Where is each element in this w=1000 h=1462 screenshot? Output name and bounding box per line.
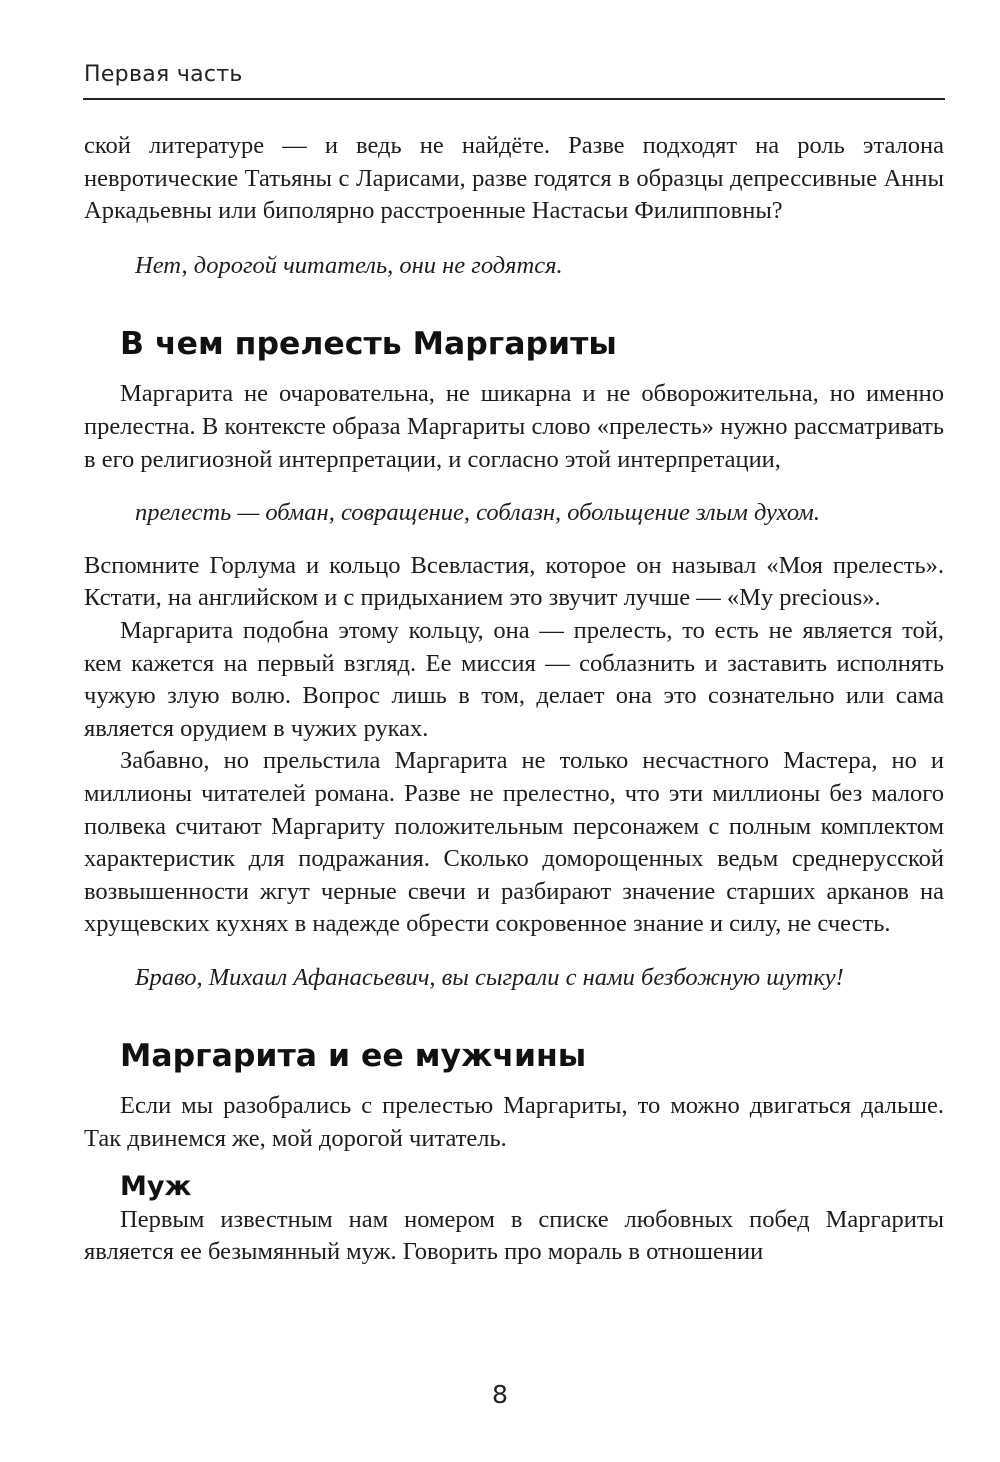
paragraph-gollum: Вспомните Горлума и кольцо Всевластия, которое он называл «Моя прелесть». Кстати, на английском и с придыханием это звучит лучше — «My precious».	[84, 551, 944, 612]
closing-quote: Браво, Михаил Афанасьевич, вы сыграли с нами безбожную шутку!	[135, 963, 844, 991]
opening-quote: Нет, дорогой читатель, они не годятся.	[135, 251, 563, 279]
paragraph-readers: Забавно, но прельстила Маргарита не только несчастного Мастера, но и миллионы читателей романа. Разве не прелестно, что эти миллионы без малого полвека считают Маргариту положительным персонажем с полным комплектом характеристик для подражания. Сколько доморощенных ведьм среднерусской возвышенности жгут черные свечи и разбирают значение старших арканов на хрущевских кухнях в надежде обрести сокровенное знание и силу, не счесть.	[84, 747, 944, 938]
header-rule	[83, 98, 945, 100]
definition-quote: прелесть — обман, совращение, соблазн, обольщение злым духом.	[135, 499, 820, 527]
running-head: Первая часть	[84, 62, 243, 87]
opening-paragraph: ской литературе — и ведь не найдёте. Разве подходят на роль эталона невротические Татьяны с Ларисами, разве годятся в образцы депрессивные Анны Аркадьевны или биполярно расстроенные Настасьи Филипповны?	[84, 132, 944, 225]
page-number: 8	[492, 1380, 508, 1409]
section-heading-prelest: В чем прелесть Маргариты	[120, 326, 617, 363]
subheading-husband: Муж	[120, 1170, 192, 1202]
paragraph-prelest-intro: Маргарита не очаровательна, не шикарна и не обворожительна, но именно прелестна. В контексте образа Маргариты слово «прелесть» нужно рассматривать в его религиозной интерпретации, и согласно этой интерпретации,	[84, 380, 944, 473]
page-body	[84, 130, 944, 1269]
paragraph-husband: Первым известным нам номером в списке любовных побед Маргариты является ее безымянный муж. Говорить про мораль в отношении	[84, 1205, 944, 1266]
paragraph-ring: Маргарита подобна этому кольцу, она — прелесть, то есть не является той, кем кажется на первый взгляд. Ее миссия — соблазнить и заставить исполнять чужую злую волю. Вопрос лишь в том, делает она это сознательно или сама является орудием в чужих руках.	[84, 616, 944, 742]
paragraph-men-intro: Если мы разобрались с прелестью Маргариты, то можно двигаться дальше. Так двинемся же, мой дорогой читатель.	[84, 1092, 944, 1153]
section-heading-men: Маргарита и ее мужчины	[120, 1038, 587, 1075]
